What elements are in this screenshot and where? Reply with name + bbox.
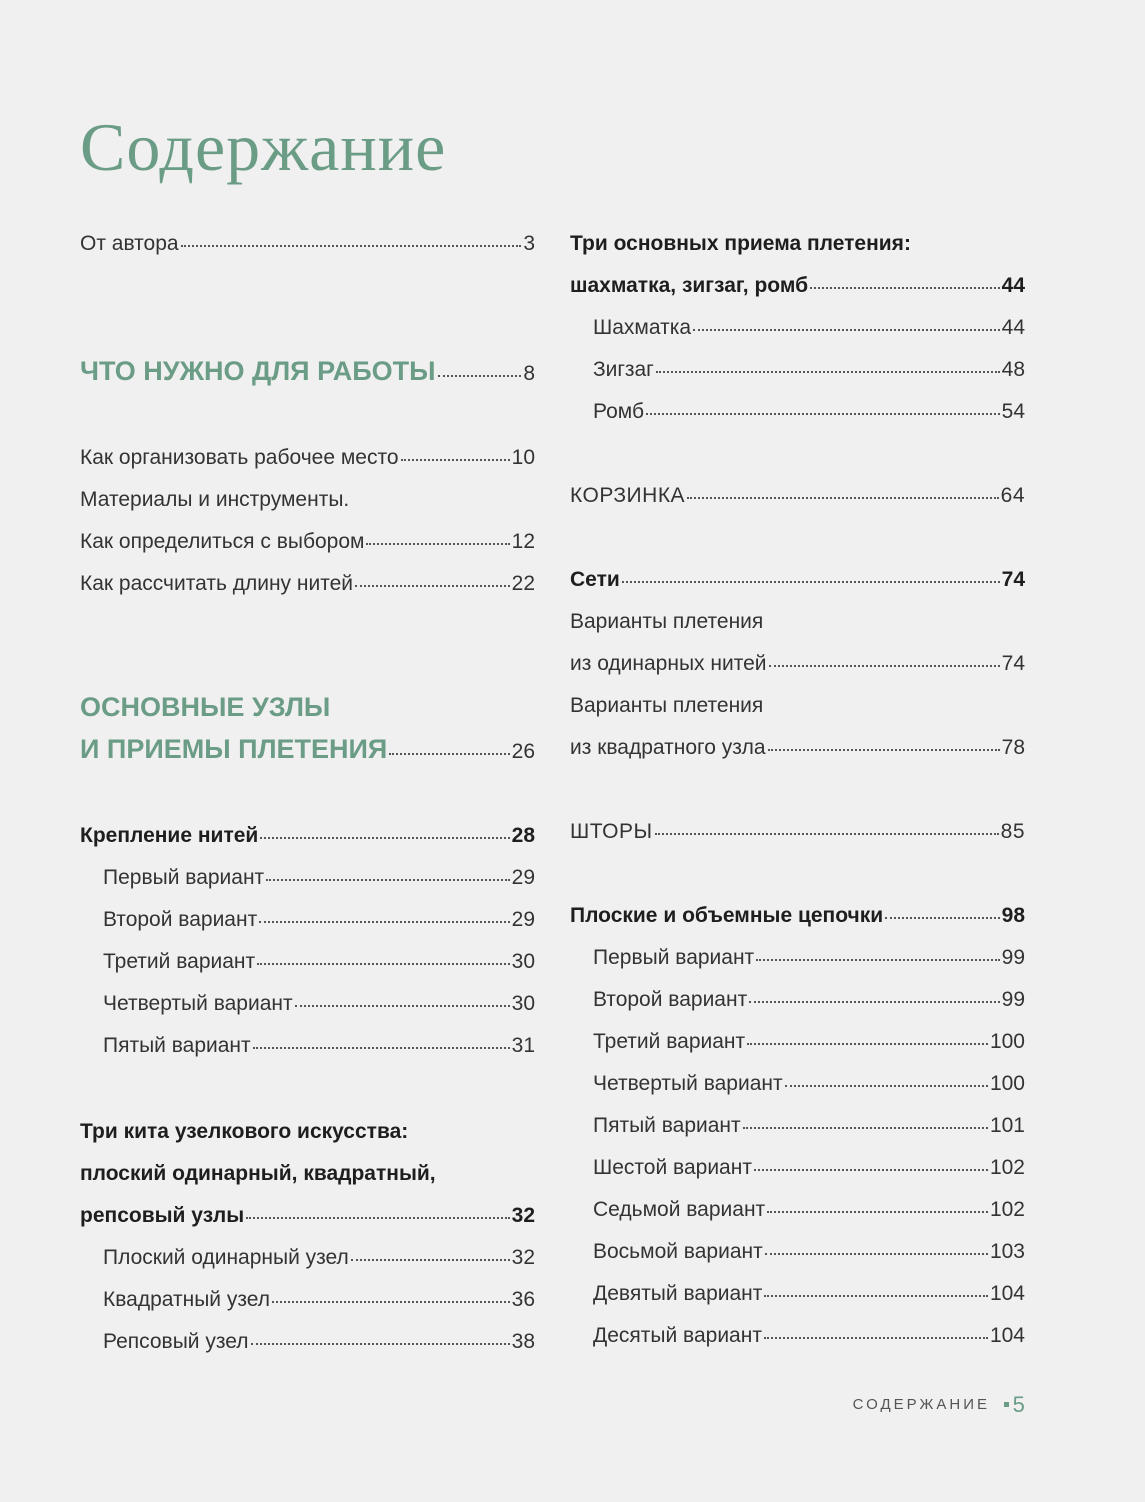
toc-subentry[interactable]: Первый вариант 99 xyxy=(593,946,1025,969)
toc-entry-three-methods[interactable]: шахматка, зигзаг, ромб 44 xyxy=(570,274,1025,297)
toc-section-line: ОСНОВНЫЕ УЗЛЫ xyxy=(80,692,331,722)
toc-entry[interactable]: Как определиться с выбором 12 xyxy=(80,530,535,553)
toc-subentry[interactable]: Пятый вариант 101 xyxy=(593,1114,1025,1137)
running-header: СОДЕРЖАНИЕ xyxy=(852,1396,990,1413)
toc-entry-curtains[interactable]: ШТОРЫ 85 xyxy=(570,820,1025,843)
toc-entry-label: Три кита узелкового искусства: xyxy=(80,1120,409,1143)
toc-entry-nets[interactable]: Сети 74 xyxy=(570,568,1025,591)
toc-subentry[interactable]: Пятый вариант 31 xyxy=(103,1034,535,1057)
toc-entry-label: Три основных приема плетения: xyxy=(570,232,911,255)
toc-entry-label: Материалы и инструменты. xyxy=(80,488,350,511)
toc-entry-author[interactable]: От автора 3 xyxy=(80,232,535,255)
toc-subentry[interactable]: Ромб 54 xyxy=(593,400,1025,423)
toc-entry-label: Варианты плетения xyxy=(570,610,764,633)
toc-subentry[interactable]: Плоский одинарный узел 32 xyxy=(103,1246,535,1269)
toc-subentry[interactable]: Третий вариант 100 xyxy=(593,1030,1025,1053)
toc-subentry[interactable]: Первый вариант 29 xyxy=(103,866,535,889)
toc-entry[interactable]: из квадратного узла 78 xyxy=(570,736,1025,759)
toc-subentry[interactable]: Второй вариант 29 xyxy=(103,908,535,931)
toc-subentry[interactable]: Шахматка 44 xyxy=(593,316,1025,339)
toc-subentry[interactable]: Десятый вариант 104 xyxy=(593,1324,1025,1347)
toc-subentry[interactable]: Седьмой вариант 102 xyxy=(593,1198,1025,1221)
toc-entry[interactable]: Как рассчитать длину нитей 22 xyxy=(80,572,535,595)
toc-entry-label: плоский одинарный, квадратный, xyxy=(80,1162,436,1185)
toc-subentry[interactable]: Второй вариант 99 xyxy=(593,988,1025,1011)
toc-subentry[interactable]: Третий вариант 30 xyxy=(103,950,535,973)
toc-subentry[interactable]: Репсовый узел 38 xyxy=(103,1330,535,1353)
toc-subentry[interactable]: Зигзаг 48 xyxy=(593,358,1025,381)
toc-entry-attach[interactable]: Крепление нитей 28 xyxy=(80,824,535,847)
toc-section-what-needed[interactable]: ЧТО НУЖНО ДЛЯ РАБОТЫ 8 xyxy=(80,356,535,386)
toc-section-basic-knots[interactable]: И ПРИЕМЫ ПЛЕТЕНИЯ 26 xyxy=(80,734,535,764)
toc-subentry[interactable]: Четвертый вариант 30 xyxy=(103,992,535,1015)
page-footer xyxy=(852,1392,1025,1417)
toc-entry[interactable]: Как организовать рабочее место 10 xyxy=(80,446,535,469)
toc-subentry[interactable]: Девятый вариант 104 xyxy=(593,1282,1025,1305)
toc-entry-label: Варианты плетения xyxy=(570,694,764,717)
page-number: 5 xyxy=(1012,1392,1025,1417)
toc-entry-chains[interactable]: Плоские и объемные цепочки 98 xyxy=(570,904,1025,927)
toc-subentry[interactable]: Квадратный узел 36 xyxy=(103,1288,535,1311)
toc-entry[interactable]: из одинарных нитей 74 xyxy=(570,652,1025,675)
toc-entry-whales[interactable]: репсовый узлы 32 xyxy=(80,1204,535,1227)
page-title: Содержание xyxy=(80,109,447,185)
toc-subentry[interactable]: Четвертый вариант 100 xyxy=(593,1072,1025,1095)
toc-subentry[interactable]: Восьмой вариант 103 xyxy=(593,1240,1025,1263)
toc-subentry[interactable]: Шестой вариант 102 xyxy=(593,1156,1025,1179)
square-bullet-icon xyxy=(1004,1402,1009,1407)
toc-entry-basket[interactable]: КОРЗИНКА 64 xyxy=(570,484,1025,507)
